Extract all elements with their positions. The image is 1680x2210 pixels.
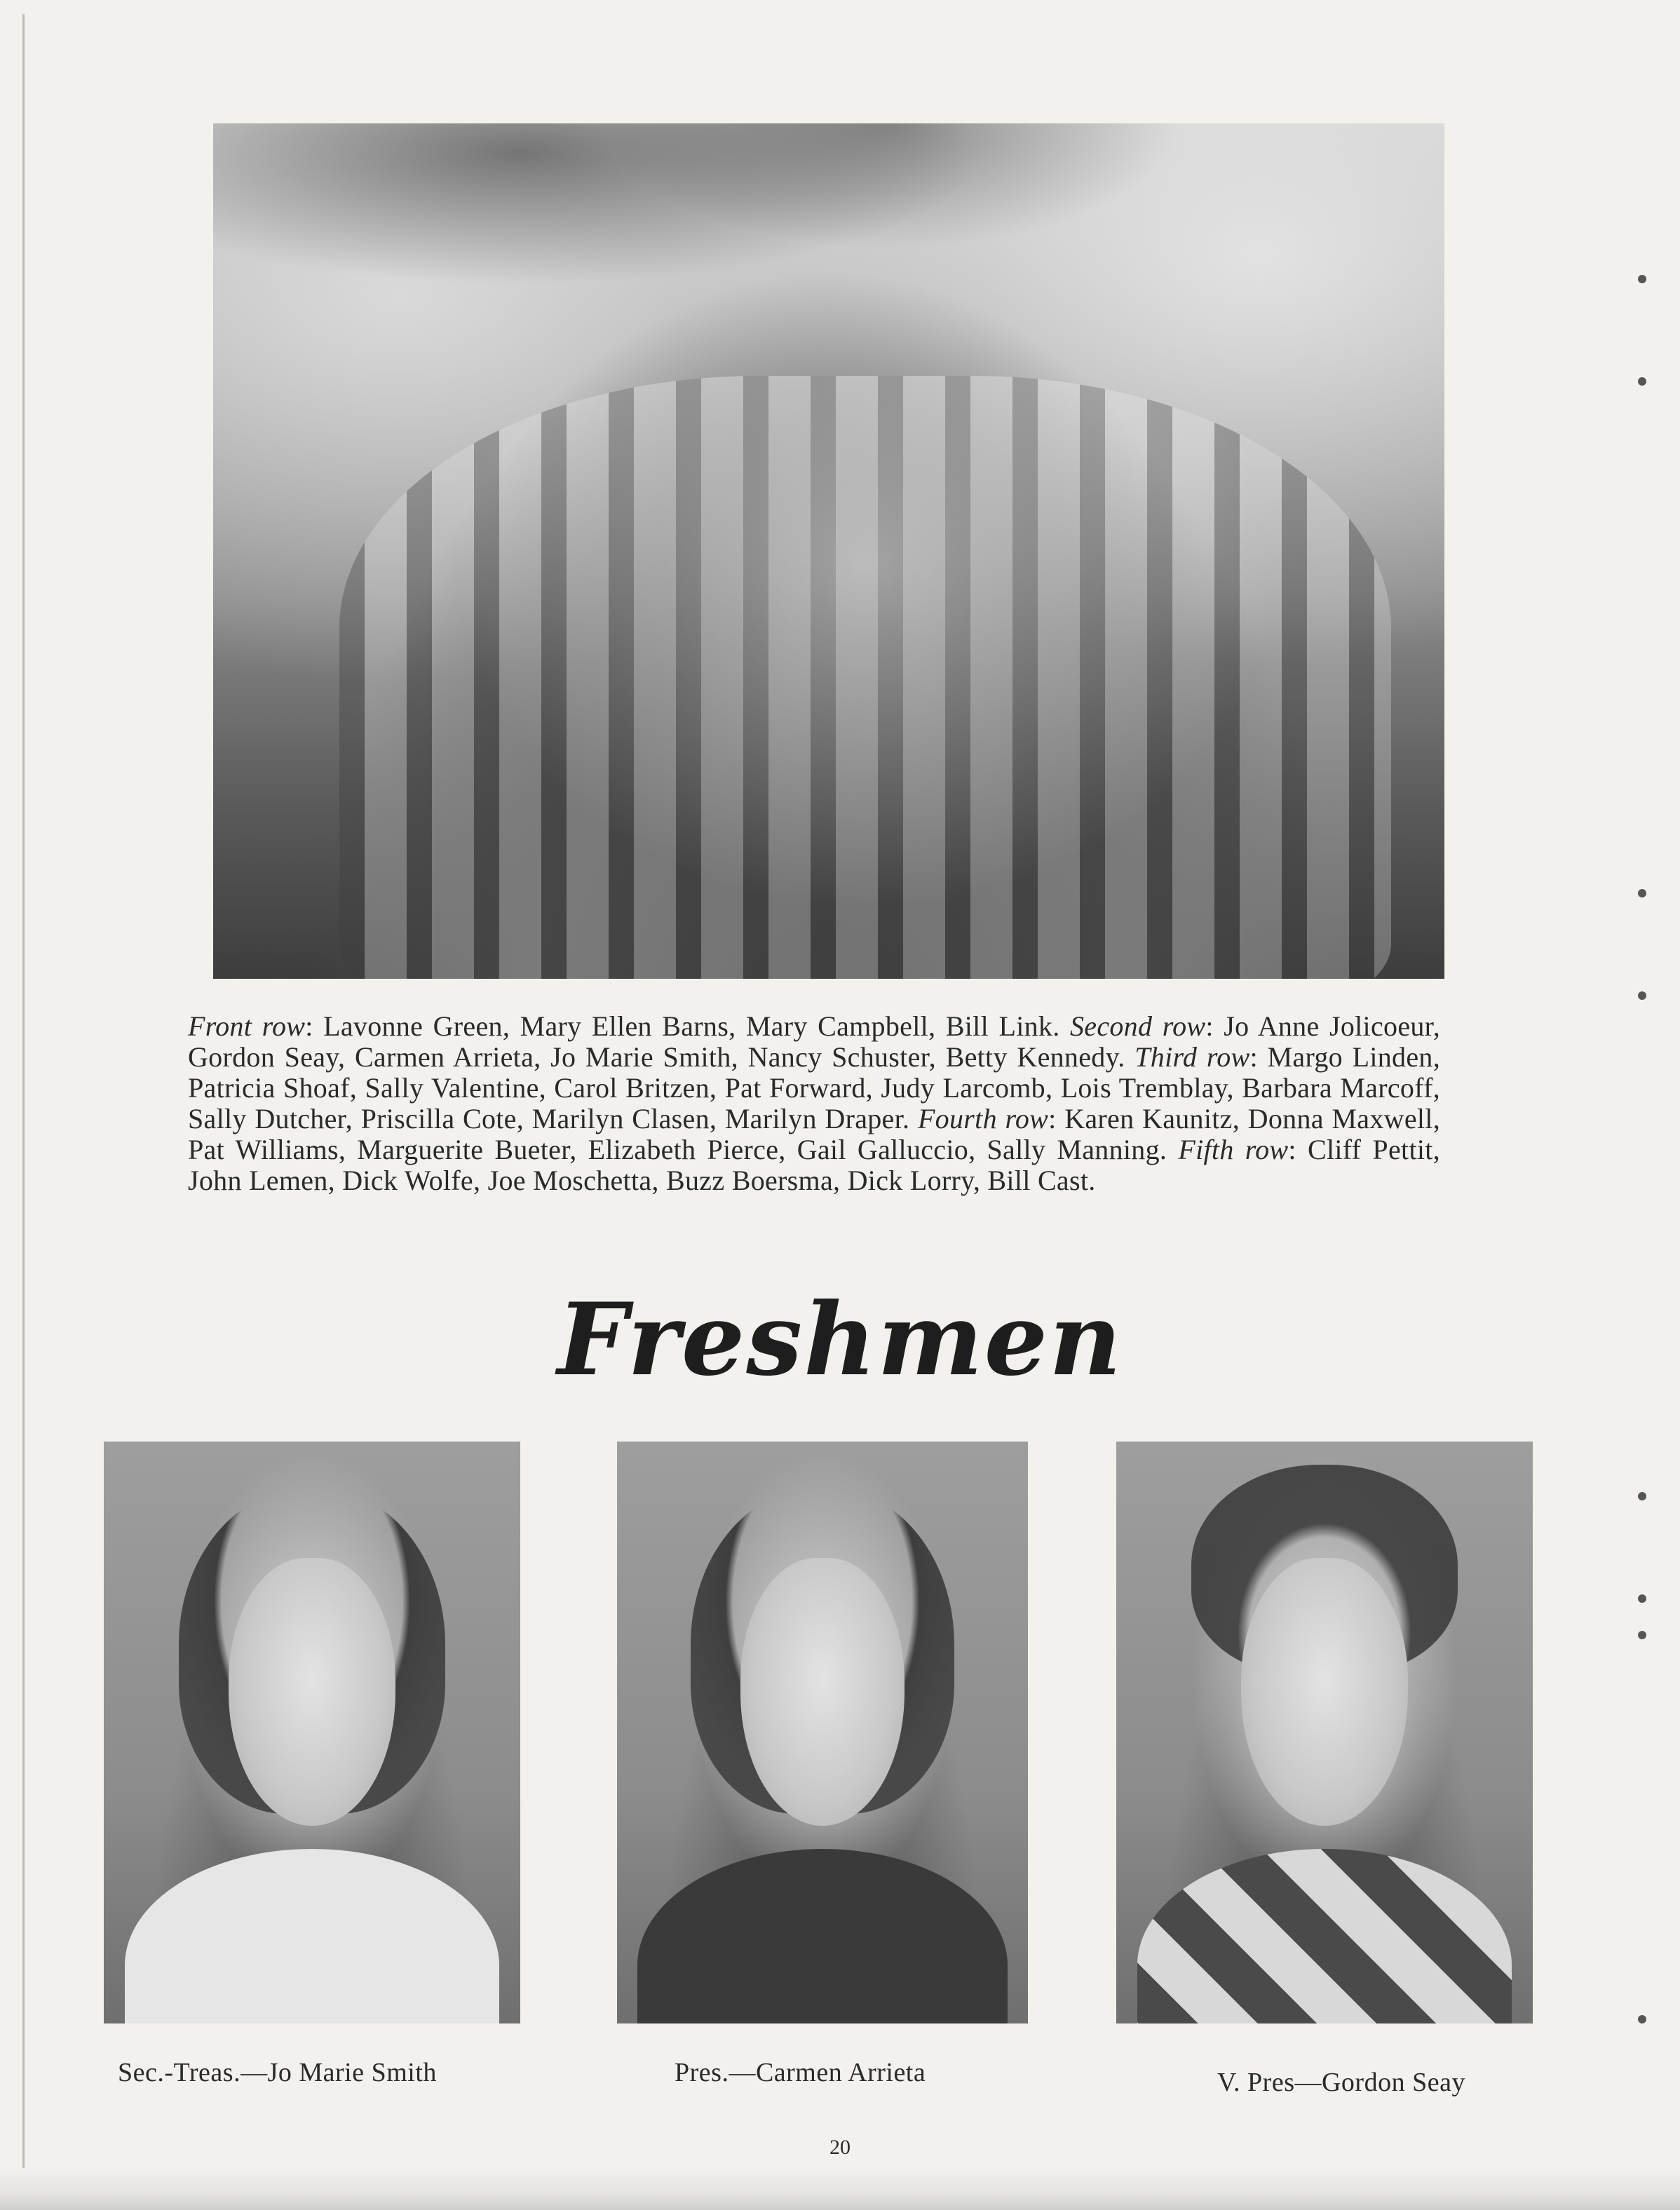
row-names-fourth: Karen Kaunitz, Donna Maxwell, Pat Williams, Marguerite Bueter, Elizabeth Pierce, Gail Galluccio, Sally Manning. — [188, 1103, 1440, 1165]
margin-dot — [1638, 275, 1646, 283]
row-names-fifth: Cliff Pettit, John Lemen, Dick Wolfe, Joe Moschetta, Buzz Boersma, Dick Lorry, Bill Cast. — [188, 1134, 1440, 1196]
portrait-face — [229, 1558, 395, 1826]
margin-dot — [1638, 377, 1646, 386]
margin-dot — [1638, 991, 1646, 1000]
portrait-shoulders — [1137, 1849, 1512, 2023]
portrait-face — [740, 1558, 905, 1826]
row-names-second: Jo Anne Jolicoeur, Gordon Seay, Carmen Arrieta, Jo Marie Smith, Nancy Schuster, Betty Kennedy. — [188, 1010, 1440, 1073]
margin-dot — [1638, 889, 1646, 897]
freshmen-group-photo — [213, 123, 1444, 979]
portrait-shoulders — [637, 1849, 1007, 2023]
palm-trees — [213, 123, 1444, 418]
row-label-fifth: Fifth row — [1178, 1134, 1289, 1165]
page-bottom-edge — [0, 2168, 1680, 2210]
page-number: 20 — [829, 2136, 851, 2159]
row-label-fourth: Fourth row — [917, 1103, 1049, 1134]
portrait-face — [1241, 1558, 1408, 1826]
group-photo-caption: Front row: Lavonne Green, Mary Ellen Barns, Mary Campbell, Bill Link. Second row: Jo Anne Jolicoeur, Gordon Seay, Carmen Arrieta, Jo Marie Smith, Nancy Schuster, Betty Kennedy. Third row: Margo Linden, Patricia Shoaf, Sally Valentine, Carol Britzen, Pat Forward, Judy Larcomb, Lois Tremblay, Barbara Marcoff, Sally Dutcher, Priscilla Cote, Marilyn Clasen, Marilyn Draper. Fourth row: Karen Kaunitz, Donna Maxwell, Pat Williams, Marguerite Bueter, Elizabeth Pierce, Gail Galluccio, Sally Manning. Fifth row: Cliff Pettit, John Lemen, Dick Wolfe, Joe Moschetta, Buzz Boersma, Dick Lorry, Bill Cast. — [188, 1010, 1441, 1196]
row-label-third: Third row — [1134, 1041, 1250, 1073]
portrait-sec-treas — [104, 1442, 520, 2023]
portrait-president — [617, 1442, 1028, 2023]
margin-dot — [1638, 1594, 1646, 1603]
margin-dot — [1638, 1492, 1646, 1500]
row-label-second: Second row — [1069, 1010, 1206, 1042]
caption-president: Pres.—Carmen Arrieta — [675, 2058, 926, 2087]
caption-vice-president: V. Pres—Gordon Seay — [1217, 2068, 1465, 2097]
portrait-shoulders — [125, 1849, 500, 2023]
page-title: Freshmen — [557, 1282, 1123, 1398]
caption-sec-treas: Sec.-Treas.—Jo Marie Smith — [118, 2058, 437, 2087]
row-names-third: Margo Linden, Patricia Shoaf, Sally Valentine, Carol Britzen, Pat Forward, Judy Larcomb, Lois Tremblay, Barbara Marcoff, Sally Dutcher, Priscilla Cote, Marilyn Clasen, Marilyn Draper. — [188, 1041, 1441, 1134]
portrait-vice-president — [1116, 1442, 1533, 2023]
margin-dot — [1638, 2015, 1646, 2023]
student-group — [339, 376, 1391, 979]
row-label-front: Front row — [188, 1010, 306, 1042]
page-binding-edge — [22, 14, 25, 2196]
row-names-front: Lavonne Green, Mary Ellen Barns, Mary Campbell, Bill Link. — [323, 1010, 1060, 1042]
margin-dot — [1638, 1631, 1646, 1639]
